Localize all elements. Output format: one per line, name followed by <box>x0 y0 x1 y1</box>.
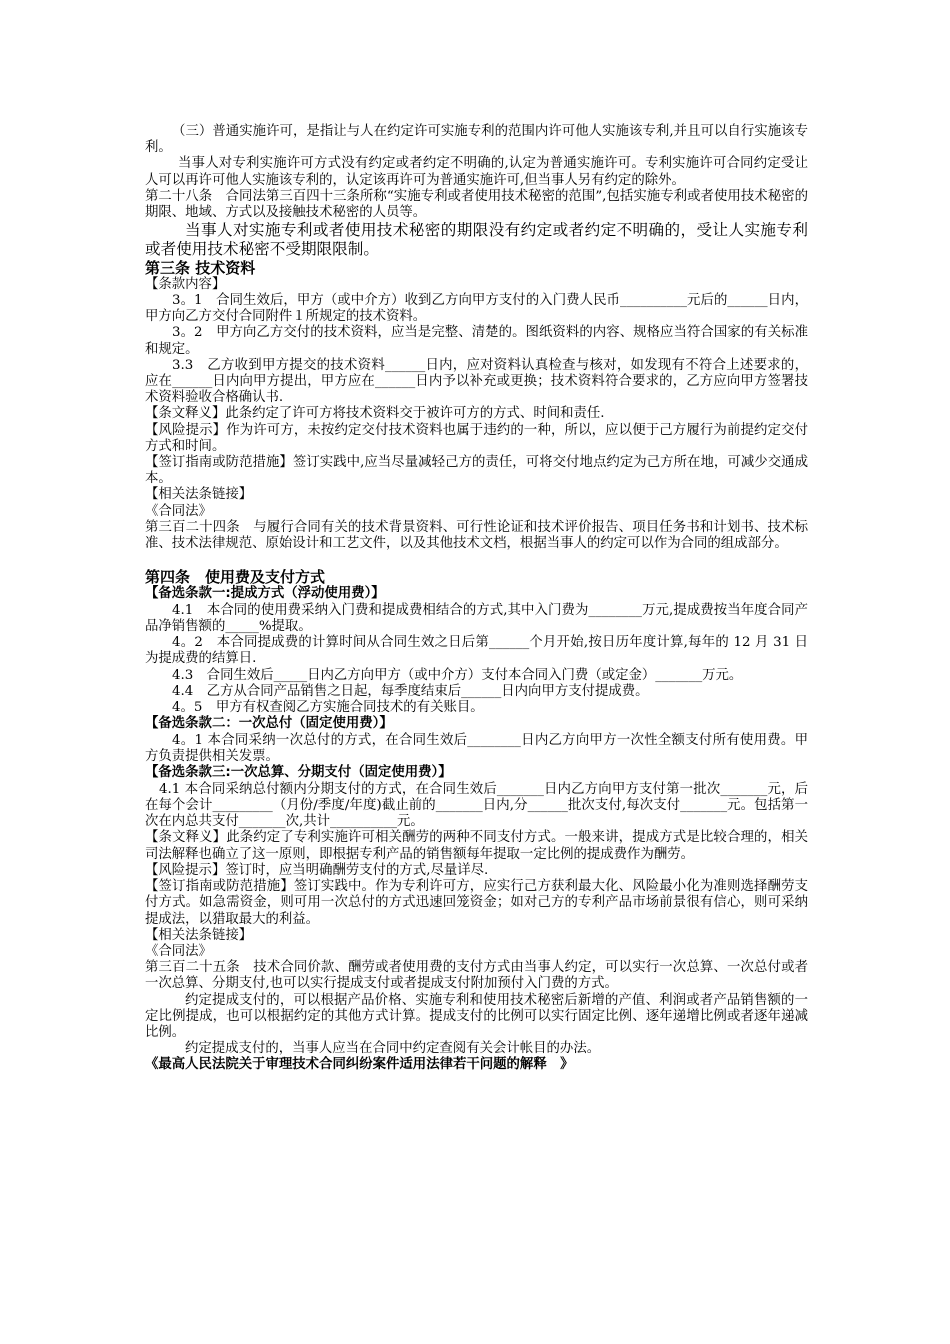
clause-4-2: 4。2 本合同提成费的计算时间从合同生效之日后第______个月开始,按日历年度计算,每年的 12 月 31 日为提成费的结算日. <box>145 635 808 667</box>
clause-4-1: 4.1 本合同的使用费采纳入门费和提成费相结合的方式,其中入门费为________万元,提成费按当年度合同产品净销售额的_____%提取。 <box>145 602 808 635</box>
paragraph: （三）普通实施许可，是指让与人在约定许可实施专利的范围内许可他人实施该专利,并且可以自行实施该专利。 <box>145 124 808 156</box>
judicial-interpretation-title: 《最高人民法院关于审理技术合同纠纷案件适用法律若干问题的解释 》 <box>145 1057 574 1073</box>
clause-3-1: 3。1 合同生效后，甲方（或中介方）收到乙方向甲方支付的入门费人民币__________元后的______日内，甲方向乙方交付合同附件１所规定的技术资料。 <box>145 293 808 325</box>
clause-3-3: 3.3 乙方收到甲方提交的技术资料______日内，应对资料认真检查与核对，如发现有不符合上述要求的，应在______日内向甲方提出，甲方应在______日内予以补充或更换；技术资料符合要求的，乙方应向甲方签署技术资料验收合格确认书. <box>145 357 808 406</box>
article-324: 第三百二十四条 与履行合同有关的技术背景资料、可行性论证和技术评价报告、项目任务书和计划书、技术标准、技术法律规范、原始设计和工艺文件，以及其他技术文档，根据当事人的约定可以作为合同的组成部分。 <box>145 519 808 552</box>
signing-guide: 【签订指南或防范措施】签订实践中,应当尽量减轻己方的责任，可将交付地点约定为己方所在地，可减少交通成本。 <box>145 455 808 487</box>
section-heading-article-3: 第三条 技术资料 <box>145 258 256 277</box>
related-law-label: 【相关法条链接】 <box>145 927 253 943</box>
article-325: 第三百二十五条 技术合同价款、酬劳或者使用费的支付方式由当事人约定，可以实行一次总算、一次总付或者一次总算、分期支付,也可以实行提成支付或者提成支付附加预付入门费的方式。 <box>145 960 808 992</box>
related-law-label: 【相关法条链接】 <box>145 487 253 503</box>
risk-warning: 【风险提示】签订时，应当明确酬劳支付的方式,尽量详尽. <box>145 862 489 878</box>
article-28: 第二十八条 合同法第三百四十三条所称“实施专利或者使用技术秘密的范围”,包括实施专利或者使用技术秘密的期限、地域、方式以及接触技术秘密的人员等。 <box>145 188 808 221</box>
clause-4-1-option-two: 4。1 本合同采纳一次总付的方式，在合同生效后________日内乙方向甲方一次性全额支付所有使用费。甲方负责提供相关发票。 <box>145 732 808 765</box>
clause-interpretation: 【条文释义】此条约定了许可方将技术资料交于被许可方的方式、时间和责任. <box>145 406 605 422</box>
paragraph: 当事人对专利实施许可方式没有约定或者约定不明确的,认定为普通实施许可。专利实施许可合同约定受让人可以再许可他人实施该专利的，认定该再许可为普通实施许可,但当事人另有约定的除外。 <box>145 156 808 188</box>
risk-warning: 【风险提示】作为许可方，未按约定交付技术资料也属于违约的一种，所以，应以便于己方履行为前提约定交付方式和时间。 <box>145 422 808 454</box>
clause-4-3: 4.3 合同生效后_____日内乙方向甲方（或中介方）支付本合同入门费（或定金）_______万元。 <box>172 667 743 683</box>
paragraph: 当事人对实施专利或者使用技术秘密的期限没有约定或者约定不明确的，受让人实施专利或者使用技术秘密不受期限限制。 <box>145 221 808 259</box>
option-two-heading: 【备选条款二：一次总付（固定使用费）】 <box>145 716 393 732</box>
clause-3-2: 3。2 甲方向乙方交付的技术资料，应当是完整、清楚的。图纸资料的内容、规格应当符合国家的有关标准和规定。 <box>145 325 808 357</box>
law-title: 《合同法》 <box>145 943 212 959</box>
paragraph: 约定提成支付的，当事人应当在合同中约定查阅有关会计帐目的办法。 <box>185 1041 601 1057</box>
option-three-heading: 【备选条款三:一次总算、分期支付（固定使用费）】 <box>145 765 452 781</box>
clause-4-5: 4。5 甲方有权查阅乙方实施合同技术的有关账目。 <box>172 700 484 716</box>
document-page <box>145 124 808 1074</box>
clause-4-1-option-three: 4.1 本合同采纳总付额内分期支付的方式，在合同生效后_______日内乙方向甲方支付第一批次_______元，后在每个会计_________（月份/季度/年度)截止前的_______日内,分______批次支付,每次支付_______元。包括第一次在内总共支付_______次,共计__________元。 <box>145 781 808 830</box>
clause-interpretation: 【条文释义】此条约定了专利实施许可相关酬劳的两种不同支付方式。一般来讲，提成方式是比较合理的，相关司法解释也确立了这一原则，即根据专利产品的销售额每年提取一定比例的提成费作为酬劳。 <box>145 830 808 862</box>
paragraph: 约定提成支付的，可以根据产品价格、实施专利和使用技术秘密后新增的产值、利润或者产品销售额的一定比例提成，也可以根据约定的其他方式计算。提成支付的比例可以实行固定比例、逐年递增比例或者逐年递减比例。 <box>145 992 808 1040</box>
signing-guide: 【签订指南或防范措施】签订实践中。作为专利许可方，应实行己方获利最大化、风险最小化为准则选择酬劳支付方式。如急需资金，则可用一次总付的方式迅速回笼资金；如对己方的专利产品市场前景很有信心，则可采纳提成法，以猎取最大的利益。 <box>145 879 808 927</box>
clause-4-4: 4.4 乙方从合同产品销售之日起，每季度结束后______日内向甲方支付提成费。 <box>172 683 649 699</box>
clause-content-label: 【条款内容】 <box>145 276 226 292</box>
option-one-heading: 【备选条款一:提成方式（浮动使用费）】 <box>145 586 385 602</box>
section-heading-article-4: 第四条 使用费及支付方式 <box>145 568 326 587</box>
law-title: 《合同法》 <box>145 503 212 519</box>
